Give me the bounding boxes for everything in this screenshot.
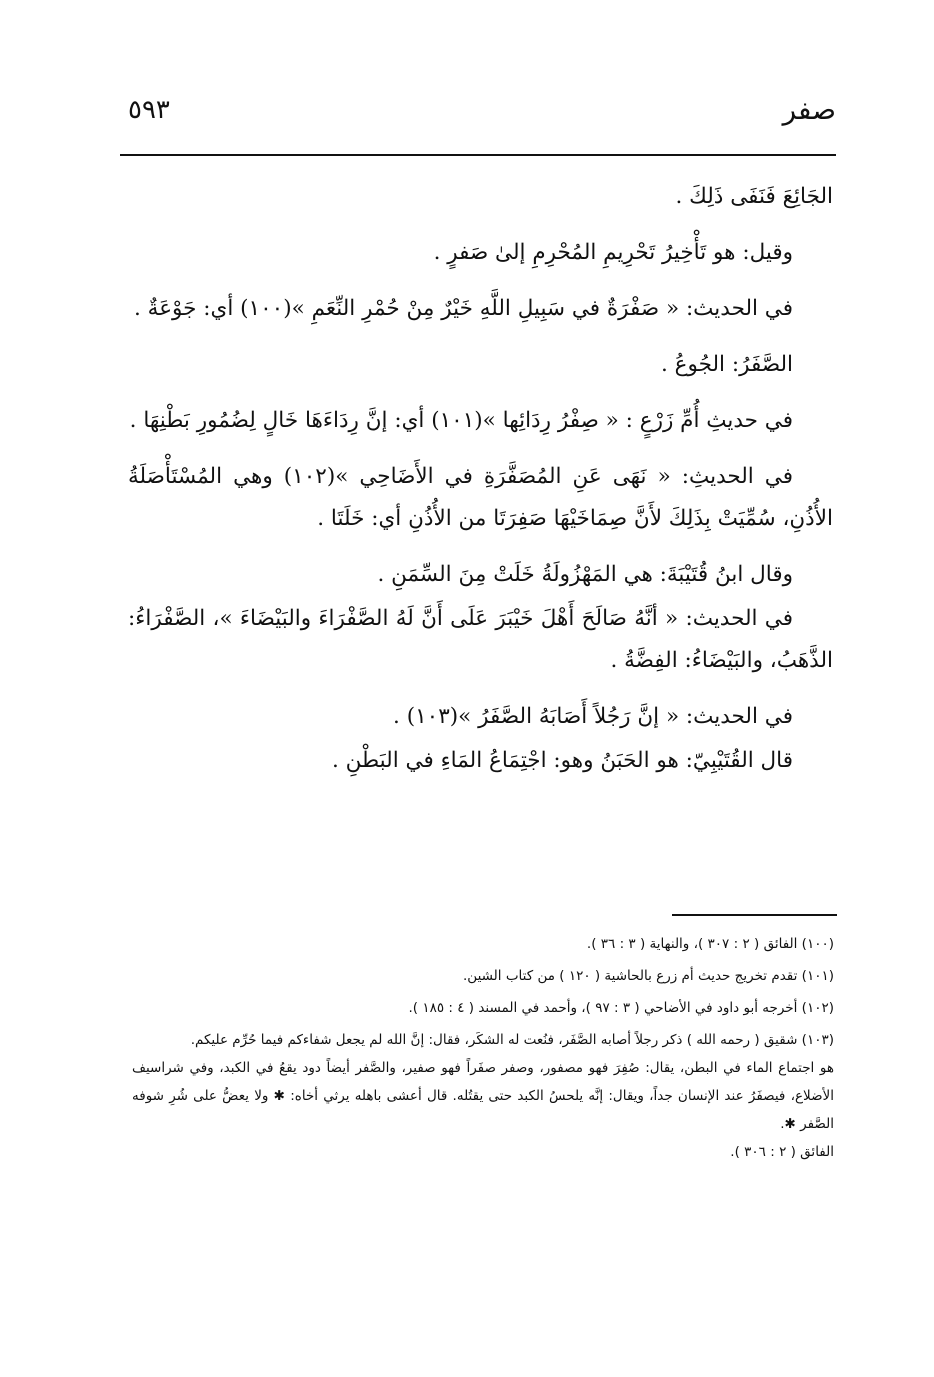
running-title: صفر xyxy=(782,93,836,126)
footnote: (١٠٠) الفائق ( ٢ : ٣٠٧ )، والنهاية ( ٣ : ٣٦ ). xyxy=(586,936,834,952)
paragraph: في الحديث: « صَفْرَةٌ في سَبِيلِ اللَّهِ خَيْرٌ مِنْ حُمْرِ النِّعَمِ »(١٠٠) أي: جَوْعَةٌ . xyxy=(134,296,793,321)
paragraph: وقال ابنُ قُتَيْبَةَ: هي المَهْزُولَةُ خَلَتْ مِنَ السِّمَنِ . xyxy=(377,562,793,587)
paragraph: في حديثِ أُمِّ زَرْعٍ : « صِفْرُ رِدَائِها »(١٠١) أي: إنَّ رِدَاءَهَا خَالٍ لِضُمُورِ بَطْنِهَا . xyxy=(129,408,793,433)
footnote-continuation: هو اجتماع الماء في البطن، يقال: صُفِرَ فهو مصفور، وصفر صفَراً فهو صفير، والصَّفر أيضاً دود يقعُ في الكبد، وفي شراسيف الأضلاع، فيصفَرُ عند الإنسان جداً، ويقال: إنَّه يلحسُ الكبد حتى يقتُله. قال أعشى باهله يرثي أخاه: ✱ ولا يعضُّ على شُرِ شوفه الصَّفر ✱. xyxy=(132,1060,834,1132)
page-number: ٥٩٣ xyxy=(128,95,170,125)
paragraph: في الحديث: « أنَّهُ صَالَحَ أَهْلَ خَيْبَرَ عَلَى أَنَّ لَهُ الصَّفْرَاءَ والبَيْضَاءَ »، الصَّفْرَاءُ: الذَّهَبُ، والبَيْضَاءُ: الفِضَّةُ . xyxy=(128,606,833,673)
paragraph: في الحديثِ: « نَهَى عَنِ المُصَفَّرَةِ في الأَضَاحِي »(١٠٢) وهي المُسْتَأْصَلَةُ الأُذُنِ، سُمِّيَتْ بِذَلِكَ لأَنَّ صِمَاخَيْهَا صَفِرَتَا من الأُذُنِ أي: خَلَتَا . xyxy=(128,464,833,531)
footnote: (١٠١) تقدم تخريج حديث أم زرع بالحاشية ( ١٢٠ ) من كتاب الشين. xyxy=(463,968,834,984)
header-rule xyxy=(120,154,836,156)
footnote: (١٠٣) شقيق ( رحمه الله ) ذكر رجلاً أصابه الصَّفَر، فنُعت له الشكَر، فقال: إنَّ الله لم يجعل شفاءكم فيما حُرِّم عليكم. xyxy=(190,1032,834,1048)
paragraph: قال القُتَيْبِيّ: هو الحَبَنُ وهو: اجْتِمَاعُ المَاءِ في البَطْنِ . xyxy=(332,748,793,773)
footnote-source: الفائق ( ٢ : ٣٠٦ ). xyxy=(730,1144,834,1160)
page-header xyxy=(120,88,836,132)
paragraph: الصَّفَرُ: الجُوعُ . xyxy=(661,352,793,377)
main-text xyxy=(128,176,833,796)
paragraph: وقيل: هو تَأْخِيرُ تَحْرِيمِ المُحْرِمِ إلىٰ صَفرٍ . xyxy=(433,240,793,265)
footnote: (١٠٢) أخرجه أبو داود في الأضاحي ( ٣ : ٩٧ )، وأحمد في المسند ( ٤ : ١٨٥ ). xyxy=(408,1000,834,1016)
footnote-rule xyxy=(672,914,837,916)
paragraph: الجَائِعَ فَنَفَى ذَلِكَ . xyxy=(675,184,833,209)
paragraph: في الحديث: « إنَّ رَجُلاً أَصَابَهُ الصَّفَرُ »(١٠٣) . xyxy=(393,704,793,729)
footnotes xyxy=(132,930,834,1170)
